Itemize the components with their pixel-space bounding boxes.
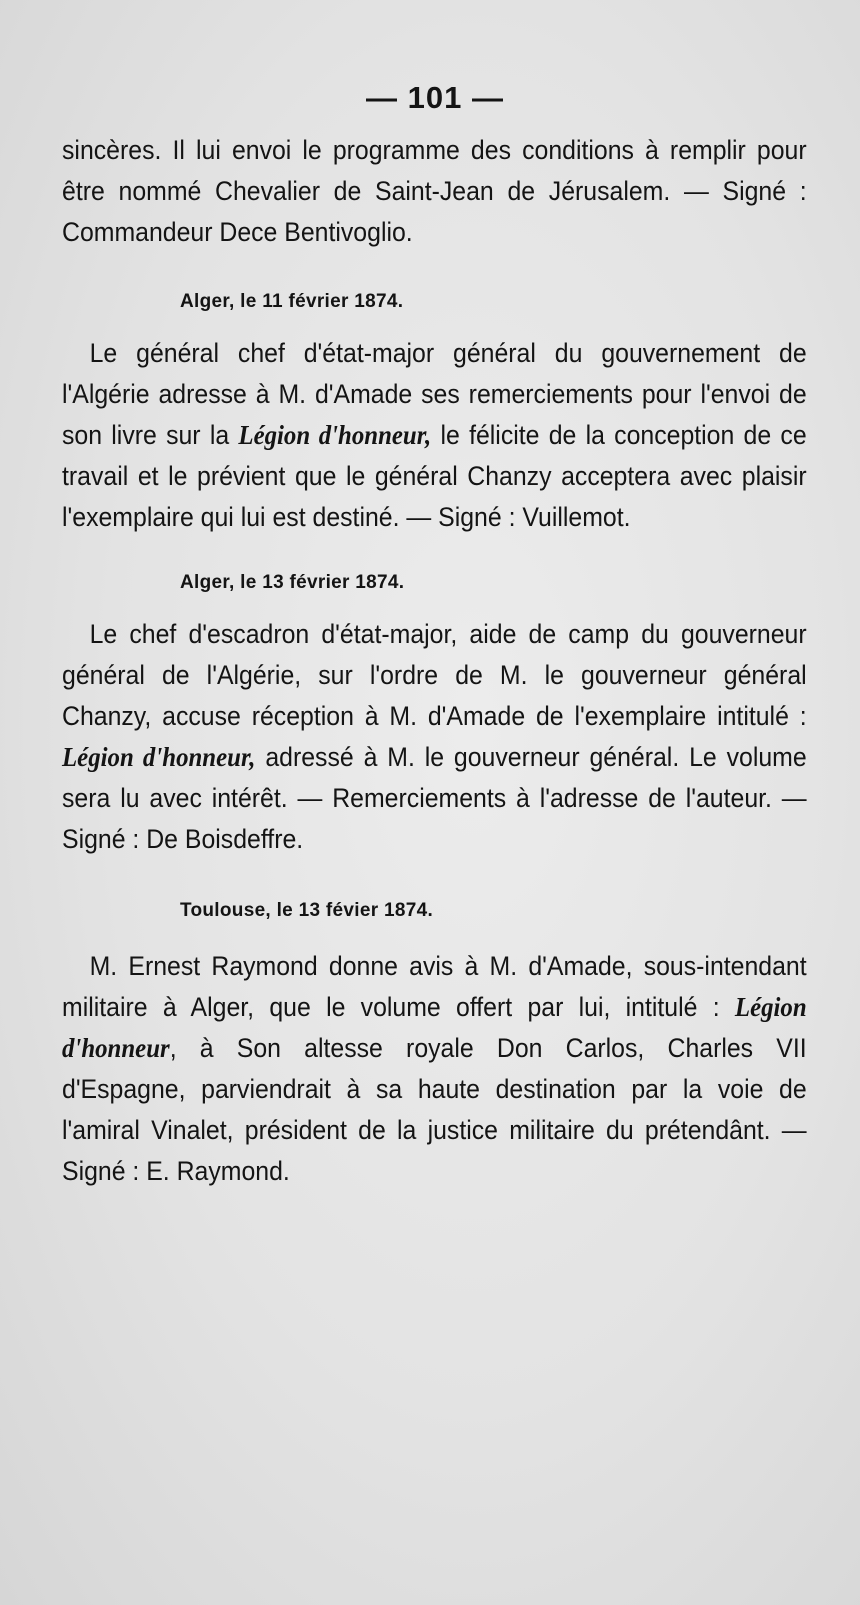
book-title: Légion d'honneur (62, 992, 807, 1063)
book-title: Légion d'honneur, (238, 420, 432, 450)
paragraph-text: adressé à M. le gouverneur général. Le volume sera lu avec intérêt. — Remerciements à l'adresse de l'auteur. — Signé : De Boisdeffre. (62, 742, 807, 854)
paragraph-boisdeffre (62, 614, 807, 860)
dateline-alger-11: Alger, le 11 février 1874. (180, 291, 404, 312)
paragraph-continuation (62, 130, 807, 253)
book-title: Légion d'honneur, (62, 742, 256, 772)
dateline-toulouse: Toulouse, le 13 févier 1874. (180, 900, 434, 921)
dateline-alger-13: Alger, le 13 février 1874. (180, 572, 405, 593)
paragraph-text: Le chef d'escadron d'état-major, aide de camp du gouverneur général de l'Algérie, sur l'ordre de M. le gouverneur général Chanzy, accuse réception à M. d'Amade de l'exemplaire intitulé : (62, 619, 807, 731)
paragraph-text: sincères. Il lui envoi le programme des conditions à remplir pour être nommé Chevalier de Saint-Jean de Jérusalem. — Signé : Commandeur Dece Bentivoglio. (62, 135, 807, 247)
paragraph-text: Le général chef d'état-major général du gouvernement de l'Algérie adresse à M. d'Amade ses remerciements pour l'envoi de son livre sur la (62, 338, 807, 450)
paragraph-raymond (62, 946, 807, 1192)
page-number: — 101 — (366, 80, 504, 115)
paragraph-text: , à Son altesse royale Don Carlos, Charles VII d'Espagne, parviendrait à sa haute destination par la voie de l'amiral Vinalet, président de la justice militaire du prétendânt. — Signé : E. Raymond. (62, 1033, 807, 1186)
paragraph-text: M. Ernest Raymond donne avis à M. d'Amade, sous-intendant militaire à Alger, que le volume offert par lui, intitulé : (62, 951, 807, 1022)
paragraph-text: le félicite de la conception de ce travail et le prévient que le général Chanzy acceptera avec plaisir l'exemplaire qui lui est destiné. — Signé : Vuillemot. (62, 420, 807, 532)
paragraph-vuillemot (62, 333, 807, 538)
